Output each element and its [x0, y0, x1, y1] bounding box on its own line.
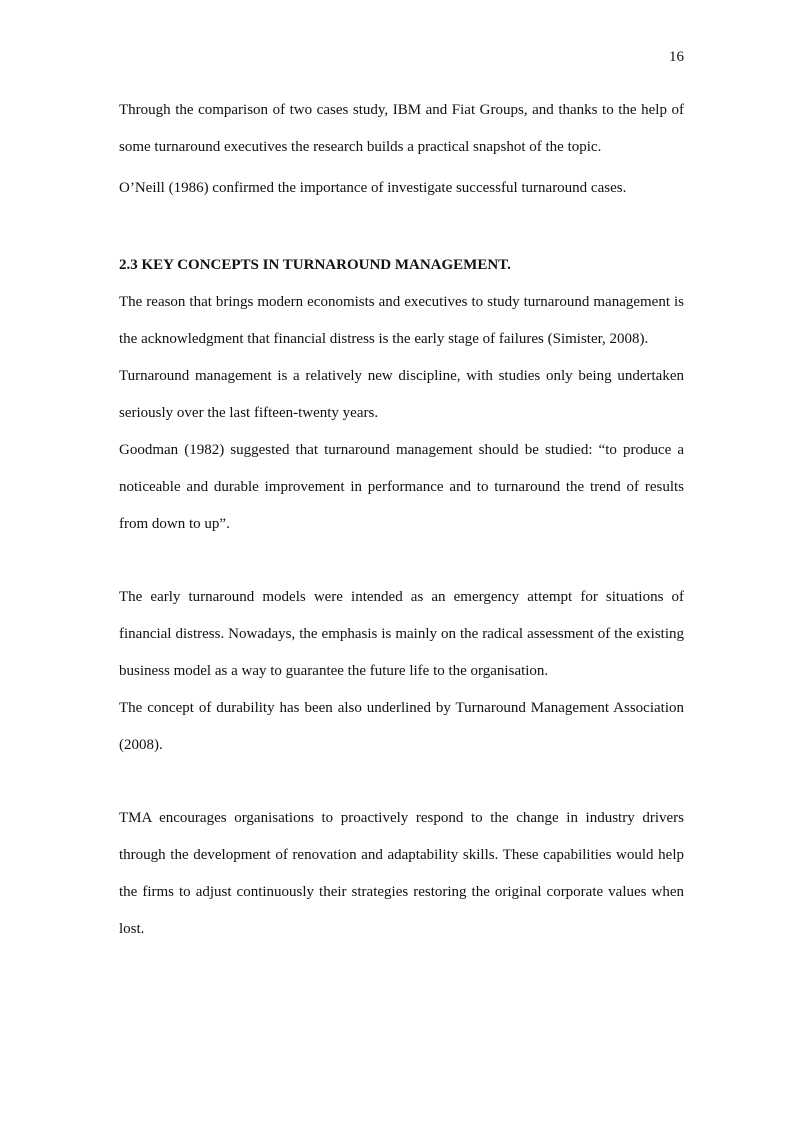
intro-paragraph-1: Through the comparison of two cases study, IBM and Fiat Groups, and thanks to the help of some turnaround executives the research builds a practical snapshot of the topic. [119, 102, 684, 155]
section-paragraph-5: The concept of durability has been also underlined by Turnaround Management Association (2008). [119, 700, 684, 753]
section-heading: 2.3 KEY CONCEPTS IN TURNAROUND MANAGEMENT. [119, 257, 511, 273]
section-paragraph-1: The reason that brings modern economists and executives to study turnaround management is the acknowledgment that financial distress is the early stage of failures (Simister, 2008). [119, 294, 684, 347]
intro-paragraph-2: O’Neill (1986) confirmed the importance of investigate successful turnaround cases. [119, 180, 627, 196]
section-paragraph-6: TMA encourages organisations to proactively respond to the change in industry drivers through the development of renovation and adaptability skills. These capabilities would help the firms to adjust continuously their strategies restoring the original corporate values when lost. [119, 810, 684, 937]
section-paragraph-4: The early turnaround models were intended as an emergency attempt for situations of financial distress. Nowadays, the emphasis is mainly on the radical assessment of the existing business model as a way to guarantee the future life to the organisation. [119, 589, 684, 679]
spacer [119, 207, 684, 247]
page-number: 16 [669, 49, 684, 65]
spacer [119, 543, 684, 579]
section-paragraph-3: Goodman (1982) suggested that turnaround management should be studied: “to produce a noticeable and durable improvement in performance and to turnaround the trend of results from down to up”. [119, 442, 684, 532]
page-body [119, 92, 684, 948]
spacer [119, 764, 684, 800]
section-paragraph-2: Turnaround management is a relatively new discipline, with studies only being undertaken seriously over the last fifteen-twenty years. [119, 368, 684, 421]
